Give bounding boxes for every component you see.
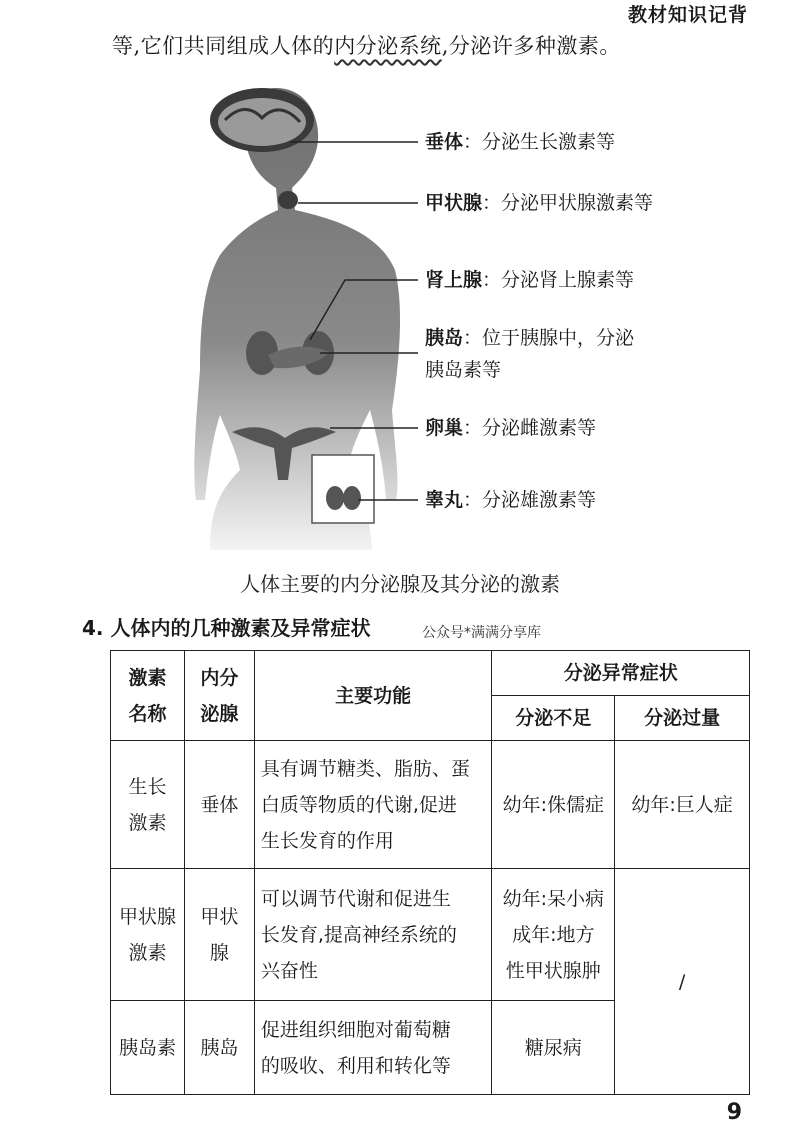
header-function: 主要功能: [254, 651, 492, 741]
cell-gland: 甲状腺: [184, 869, 254, 1001]
cell-name: 甲状腺 激素: [111, 869, 185, 1001]
header-abnormal: 分泌异常症状: [492, 651, 750, 696]
cell-gland: 垂体: [184, 741, 254, 869]
intro-paragraph: [112, 30, 621, 60]
table-row: [111, 741, 750, 869]
cell-deficient: 幼年:侏儒症: [492, 741, 615, 869]
cell-function: 促进组织细胞对葡萄糖 的吸收、利用和转化等: [254, 1001, 492, 1095]
cell-deficient: 幼年:呆小病 成年:地方 性甲状腺肿: [492, 869, 615, 1001]
cell-gland: 胰岛: [184, 1001, 254, 1095]
cell-name: 生长 激素: [111, 741, 185, 869]
gland-label-pituitary: 垂体：分泌生长激素等: [425, 131, 616, 153]
cell-function: 可以调节代谢和促进生 长发育,提高神经系统的 兴奋性: [254, 869, 492, 1001]
body-illustration: [0, 70, 800, 570]
section-title: 4. 人体内的几种激素及异常症状: [82, 616, 371, 640]
header-gland: 内分 泌腺: [184, 651, 254, 741]
hormone-table: [110, 650, 750, 1095]
header-deficient: 分泌不足: [492, 696, 615, 741]
cell-deficient: 糖尿病: [492, 1001, 615, 1095]
gland-label-adrenal: 肾上腺：分泌肾上腺素等: [425, 269, 635, 291]
cell-excess: 幼年:巨人症: [615, 741, 750, 869]
table-header-row: [111, 651, 750, 696]
cell-name: 胰岛素: [111, 1001, 185, 1095]
intro-prefix: 等,它们共同组成人体的: [112, 34, 335, 58]
intro-term: 内分泌系统: [334, 34, 442, 58]
gland-label-ovary: 卵巢：分泌雌激素等: [425, 417, 597, 439]
watermark: 公众号*满满分享库: [422, 625, 541, 641]
gland-label-thyroid: 甲状腺：分泌甲状腺激素等: [425, 192, 654, 214]
figure-caption: 人体主要的内分泌腺及其分泌的激素: [240, 572, 560, 596]
gland-label-islet: 胰岛：位于胰腺中，分泌 胰岛素等: [425, 327, 635, 381]
header-hormone-name: 激素 名称: [111, 651, 185, 741]
header-excess: 分泌过量: [615, 696, 750, 741]
thyroid-shape: [278, 191, 298, 209]
cell-function: 具有调节糖类、脂肪、蛋 白质等物质的代谢,促进 生长发育的作用: [254, 741, 492, 869]
gland-label-testis: 睾丸：分泌雄激素等: [425, 489, 597, 511]
header-tag: 教材知识记背: [627, 4, 748, 26]
intro-suffix: ,分泌许多种激素。: [441, 34, 621, 58]
table-row: [111, 869, 750, 1001]
testes-inset: [312, 455, 374, 523]
page-number: 9: [726, 1100, 742, 1125]
cell-excess: /: [615, 869, 750, 1095]
endocrine-figure: [0, 70, 800, 570]
